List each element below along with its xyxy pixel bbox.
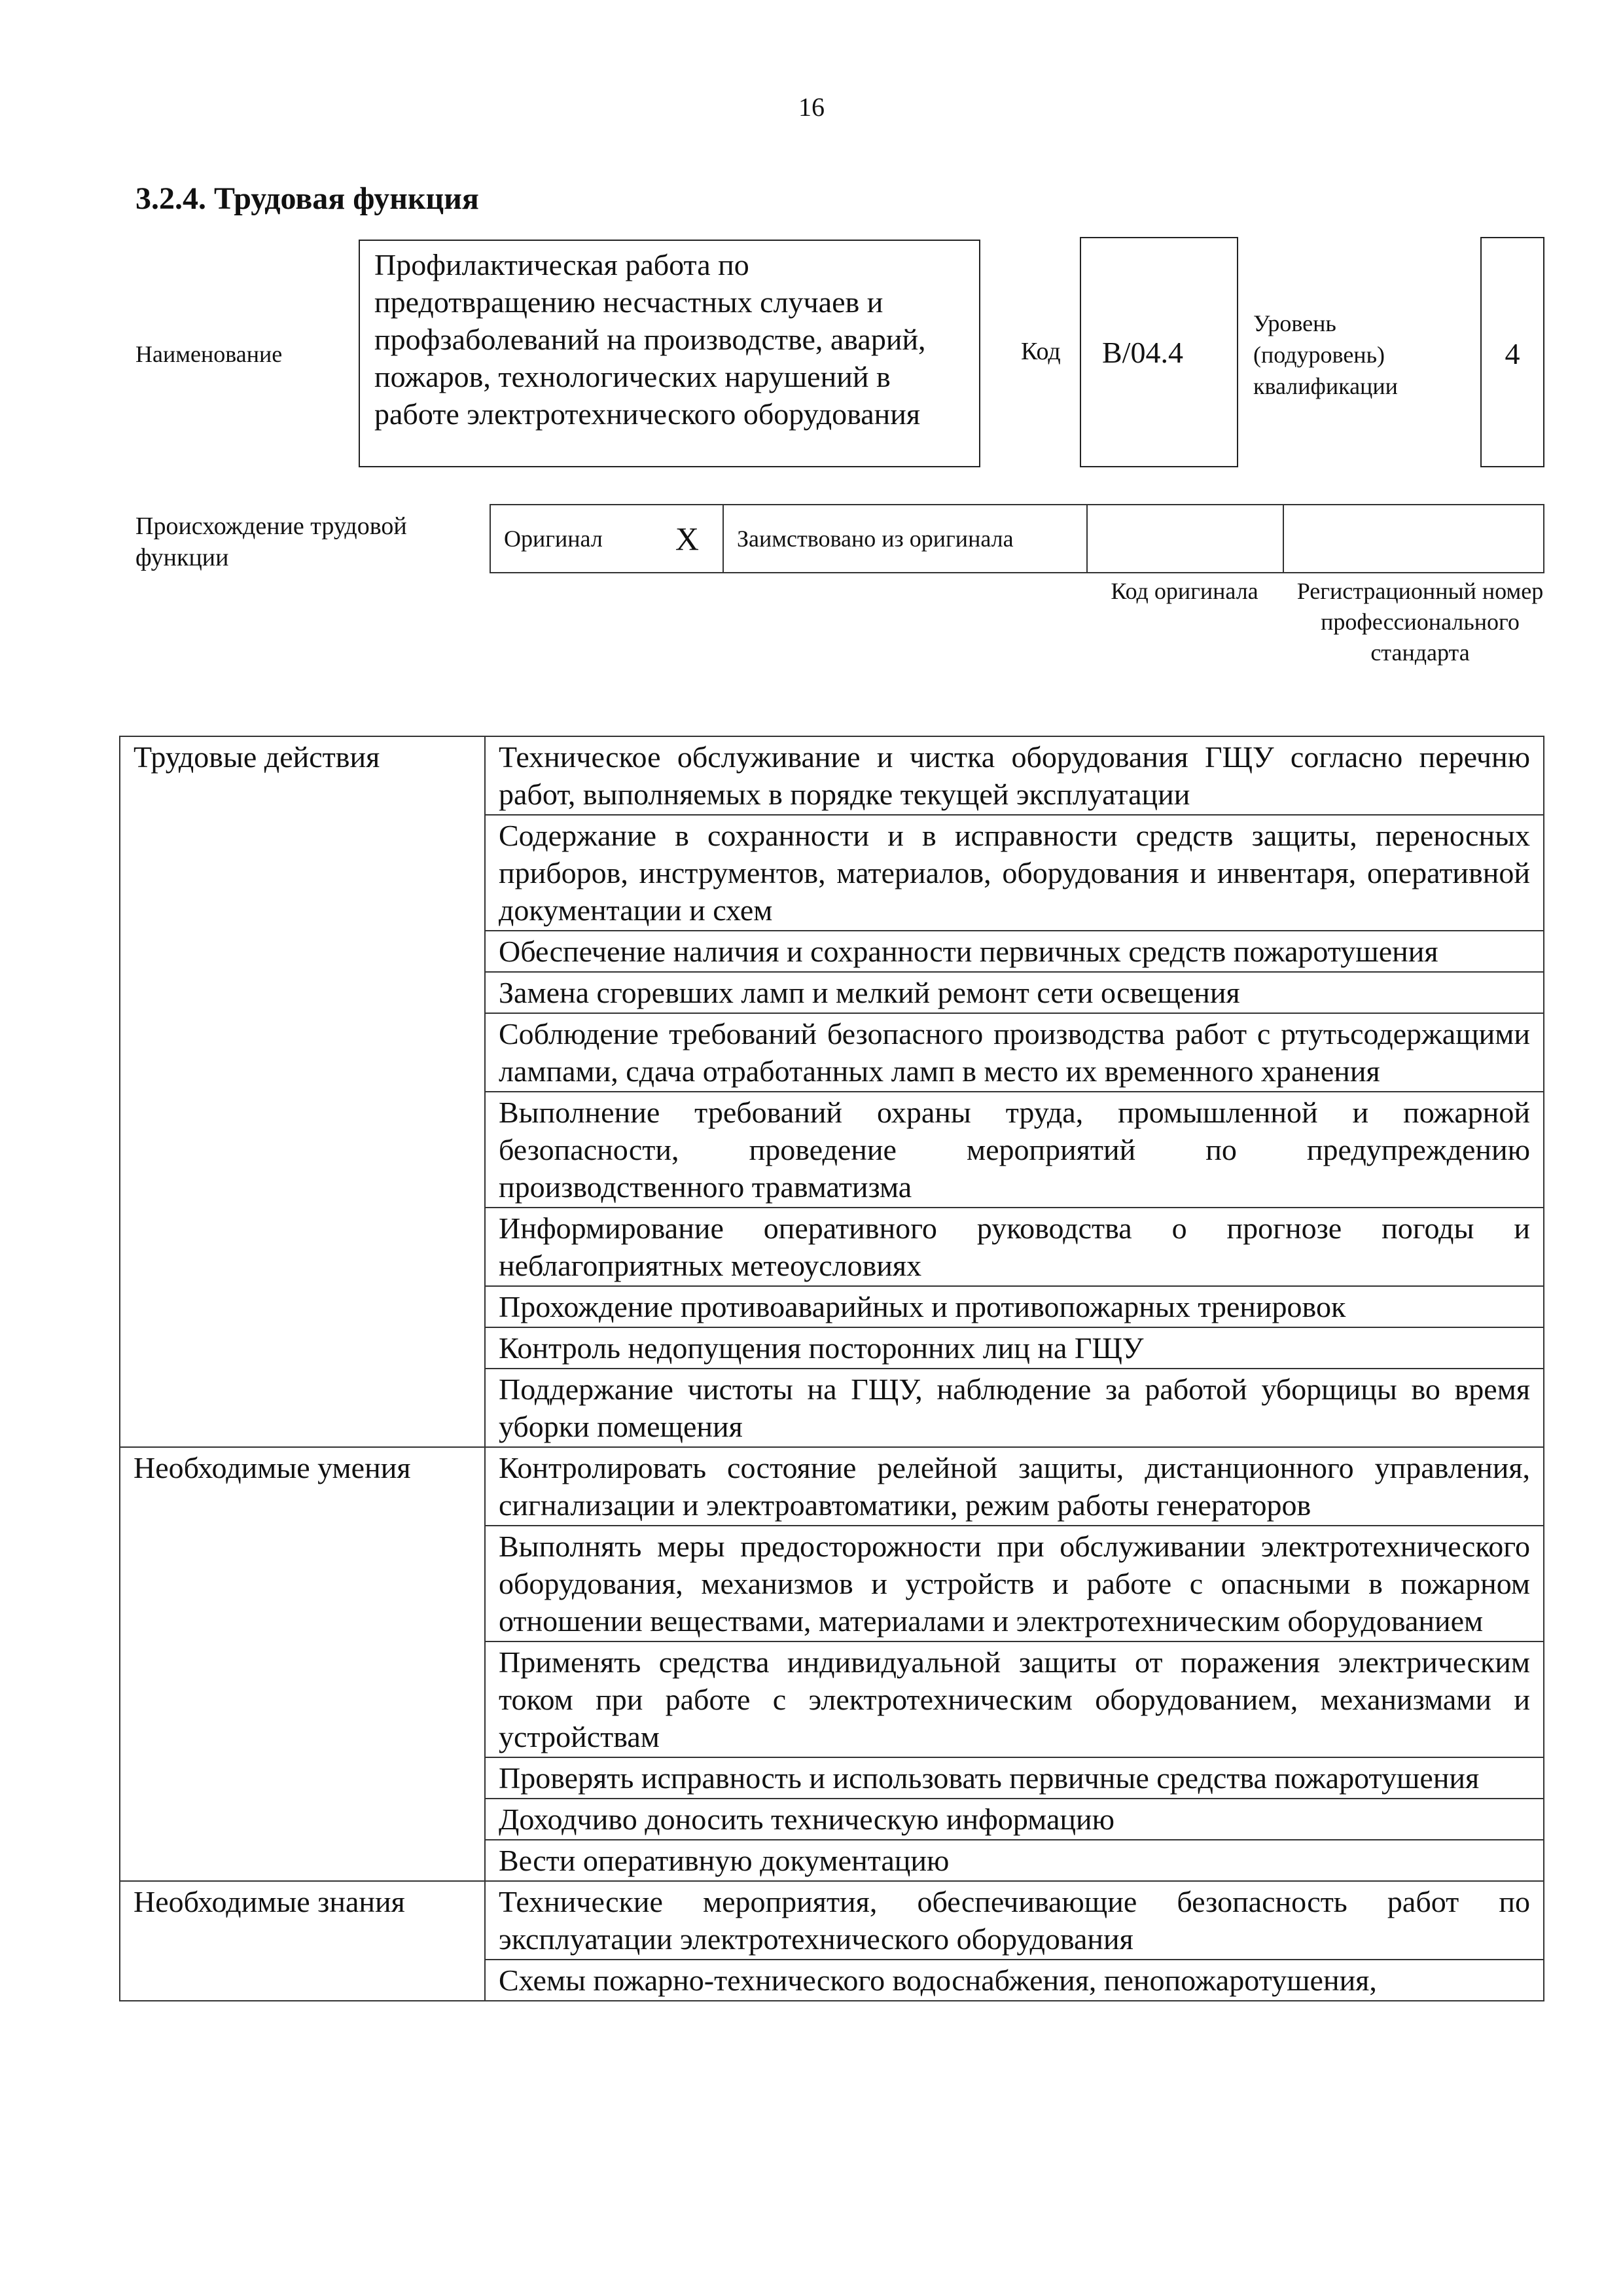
section-item: Проверять исправность и использовать первичные средства пожаротушения (485, 1757, 1544, 1799)
section-item: Технические мероприятия, обеспечивающие безопасность работ по эксплуатации электротехнического оборудования (485, 1881, 1544, 1960)
origin-row (490, 504, 1544, 573)
section-item: Обеспечение наличия и сохранности первичных средств пожаротушения (485, 931, 1544, 972)
section-item: Вести оперативную документацию (485, 1840, 1544, 1881)
section-category: Необходимые знания (120, 1881, 485, 2001)
section-category: Трудовые действия (120, 736, 485, 1447)
table-row (120, 736, 1544, 815)
original-code-caption: Код оригинала (1111, 578, 1258, 604)
original-code-cell (1088, 505, 1284, 572)
qualification-level-label-text: Уровень (подуровень) квалификации (1253, 310, 1398, 399)
qualification-level-box: 4 (1480, 237, 1544, 467)
section-item: Схемы пожарно-технического водоснабжения, пенопожаротушения, (485, 1960, 1544, 2001)
origin-label-text: Происхождение трудовой функции (135, 512, 407, 571)
original-cell (491, 505, 724, 572)
code-label: Код (1021, 338, 1061, 365)
registration-number-cell (1284, 505, 1543, 572)
table-row (120, 1447, 1544, 1526)
table-row (120, 1881, 1544, 1960)
section-item: Поддержание чистоты на ГЩУ, наблюдение за работой уборщицы во время уборки помещения (485, 1369, 1544, 1447)
section-item: Информирование оперативного руководства о прогнозе погоды и неблагоприятных метеоусловиях (485, 1208, 1544, 1286)
borrowed-label: Заимствовано из оригинала (737, 526, 1014, 552)
section-item: Соблюдение требований безопасного производства работ с ртутьсодержащими лампами, сдача отработанных ламп в место их временного хранения (485, 1013, 1544, 1092)
borrowed-cell (724, 505, 1088, 572)
section-item: Доходчиво доносить техническую информацию (485, 1799, 1544, 1840)
section-item: Выполнение требований охраны труда, промышленной и пожарной безопасности, проведение мероприятий по предупреждению производственного травматизма (485, 1092, 1544, 1208)
function-code-box: B/04.4 (1080, 237, 1238, 467)
function-name-box: Профилактическая работа по предотвращению несчастных случаев и профзаболеваний на производстве, аварий, пожаров, технологических нарушений в работе электротехнического оборудования (359, 240, 980, 467)
registration-number-caption: Регистрационный номер профессионального стандарта (1296, 578, 1544, 666)
section-item: Содержание в сохранности и в исправности средств защиты, переносных приборов, инструментов, материалов, оборудования и инвентаря, оперативной документации и схем (485, 815, 1544, 931)
section-category: Необходимые умения (120, 1447, 485, 1881)
name-label: Наименование (135, 341, 283, 367)
original-mark: X (675, 520, 699, 557)
section-item: Контроль недопущения посторонних лиц на ГЩУ (485, 1327, 1544, 1369)
section-item: Замена сгоревших ламп и мелкий ремонт сети освещения (485, 972, 1544, 1013)
page-number: 16 (798, 92, 825, 122)
page-bottom-margin (0, 2088, 1623, 2296)
original-label: Оригинал (504, 526, 603, 552)
section-item: Выполнять меры предосторожности при обслуживании электротехнического оборудования, механизмов и устройств и работе с опасными в пожарном отношении веществами, материалами и электротехническим оборудованием (485, 1526, 1544, 1641)
section-item: Применять средства индивидуальной защиты от поражения электрическим током при работе с электротехническим оборудованием, механизмами и устройствам (485, 1641, 1544, 1757)
section-title: 3.2.4. Трудовая функция (135, 181, 479, 216)
section-item: Контролировать состояние релейной защиты, дистанционного управления, сигнализации и электроавтоматики, режим работы генераторов (485, 1447, 1544, 1526)
origin-label (135, 511, 450, 573)
section-item: Техническое обслуживание и чистка оборудования ГЩУ согласно перечню работ, выполняемых в порядке текущей эксплуатации (485, 736, 1544, 815)
section-item: Прохождение противоаварийных и противопожарных тренировок (485, 1286, 1544, 1327)
labor-function-table (119, 736, 1544, 2001)
qualification-level-label (1253, 308, 1450, 402)
